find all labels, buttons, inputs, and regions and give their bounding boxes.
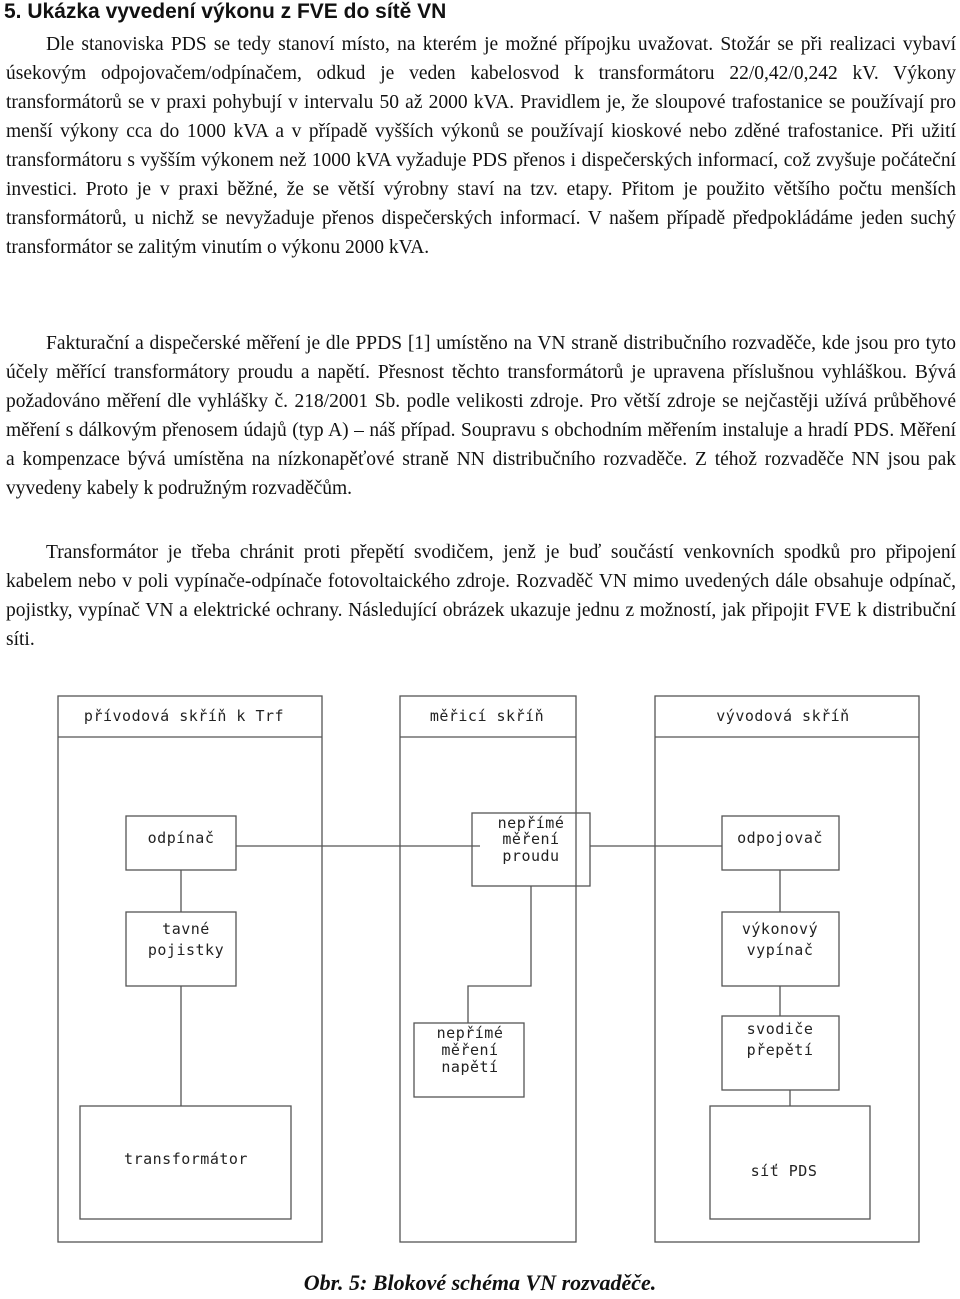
section-title-left: přívodová skříň k Trf [83,707,285,725]
section-title-right: vývodová skříň [716,707,850,725]
paragraph-2: Fakturační a dispečerské měření je dle PPDS [1] umístěno na VN straně distribučního rozvaděče, kde jsou pro tyto účely měřící transformátory proudu a napětí. Přesnost těchto transformátorů je upravena příslušnou vyhláškou. Bývá požadováno měření dle vyhlášky č. 218/2001 Sb. podle velikosti zdroje. Pro větší zdroje se nejčastěji užívá průběhové měření s dálkovým přenosem údajů (typ A) – náš případ. Soupravu s obchodním měřením instaluje a hradí PDS. Měření a kompenzace bývá umístěna na nízkonapěťové straně NN distribučního rozvaděče. Z téhož rozvaděče NN jsou pak vyvedeny kabely k podružným rozvaděčům. [6,333,956,499]
label-pojistky-2: pojistky [147,941,225,959]
label-mereni-napeti-3: napětí [441,1058,499,1076]
label-odpojovac: odpojovač [737,829,823,847]
label-mereni-proudu-1: nepřímé [497,814,565,832]
block-diagram [0,680,960,1260]
label-vypinac-1: výkonový [741,920,819,938]
label-transformator: transformátor [124,1150,248,1168]
label-svodice-1: svodiče [746,1020,814,1038]
label-mereni-napeti-2: měření [441,1041,499,1059]
label-mereni-proudu-2: měření [502,830,560,848]
paragraph-3: Transformátor je třeba chránit proti přepětí svodičem, jenž je buď součástí venkovních spodků pro připojení kabelem nebo v poli vypínače-odpínače fotovoltaického zdroje. Rozvaděč VN mimo uvedených dále obsahuje odpínač, pojistky, vypínač VN a elektrické ochrany. Následující obrázek ukazuje jednu z možností, jak připojit FVE k distribuční síti. [6,542,956,650]
label-vypinac-2: vypínač [746,941,814,959]
label-sit: síť PDS [750,1162,818,1180]
wire-mereni-napeti [468,886,531,1023]
section-frame-right [655,696,919,1242]
paragraph-1: Dle stanoviska PDS se tedy stanoví místo, na kterém je možné přípojku uvažovat. Stožár se při realizaci vybaví úsekovým odpojovačem/odpínačem, odkud je veden kabelosvod k transformátoru 22/0,42/0,242 kV. Výkony transformátorů se v praxi pohybují v intervalu 50 až 2000 kVA. Pravidlem je, že sloupové trafostanice se používají pro menší výkony cca do 1000 kVA a v případě vyšších výkonů se používají kioskové nebo zděné trafostanice. Při užití transformátoru s vyšším výkonem než 1000 kVA vyžaduje PDS přenos i dispečerských informací, což zvyšuje počáteční investici. Proto je v praxi běžné, že se větší výrobny staví na tzv. etapy. Přitom je použito většího počtu menších transformátorů, u nichž se nevyžaduje přenos dispečerských informací. V našem případě předpokládáme jeden suchý transformátor se zalitým vinutím o výkonu 2000 kVA. [6,34,956,258]
label-odpinac: odpínač [147,829,215,847]
section-heading: 5. Ukázka vyvedení výkonu z FVE do sítě VN [4,0,447,23]
figure-caption: Obr. 5: Blokové schéma VN rozvaděče. [303,1270,657,1295]
section-title-middle: měřicí skříň [429,707,545,725]
label-pojistky-1: tavné [162,920,210,938]
label-mereni-napeti-1: nepřímé [436,1024,504,1042]
section-frame-middle [400,696,576,1242]
label-svodice-2: přepětí [746,1041,814,1059]
label-mereni-proudu-3: proudu [502,847,560,865]
